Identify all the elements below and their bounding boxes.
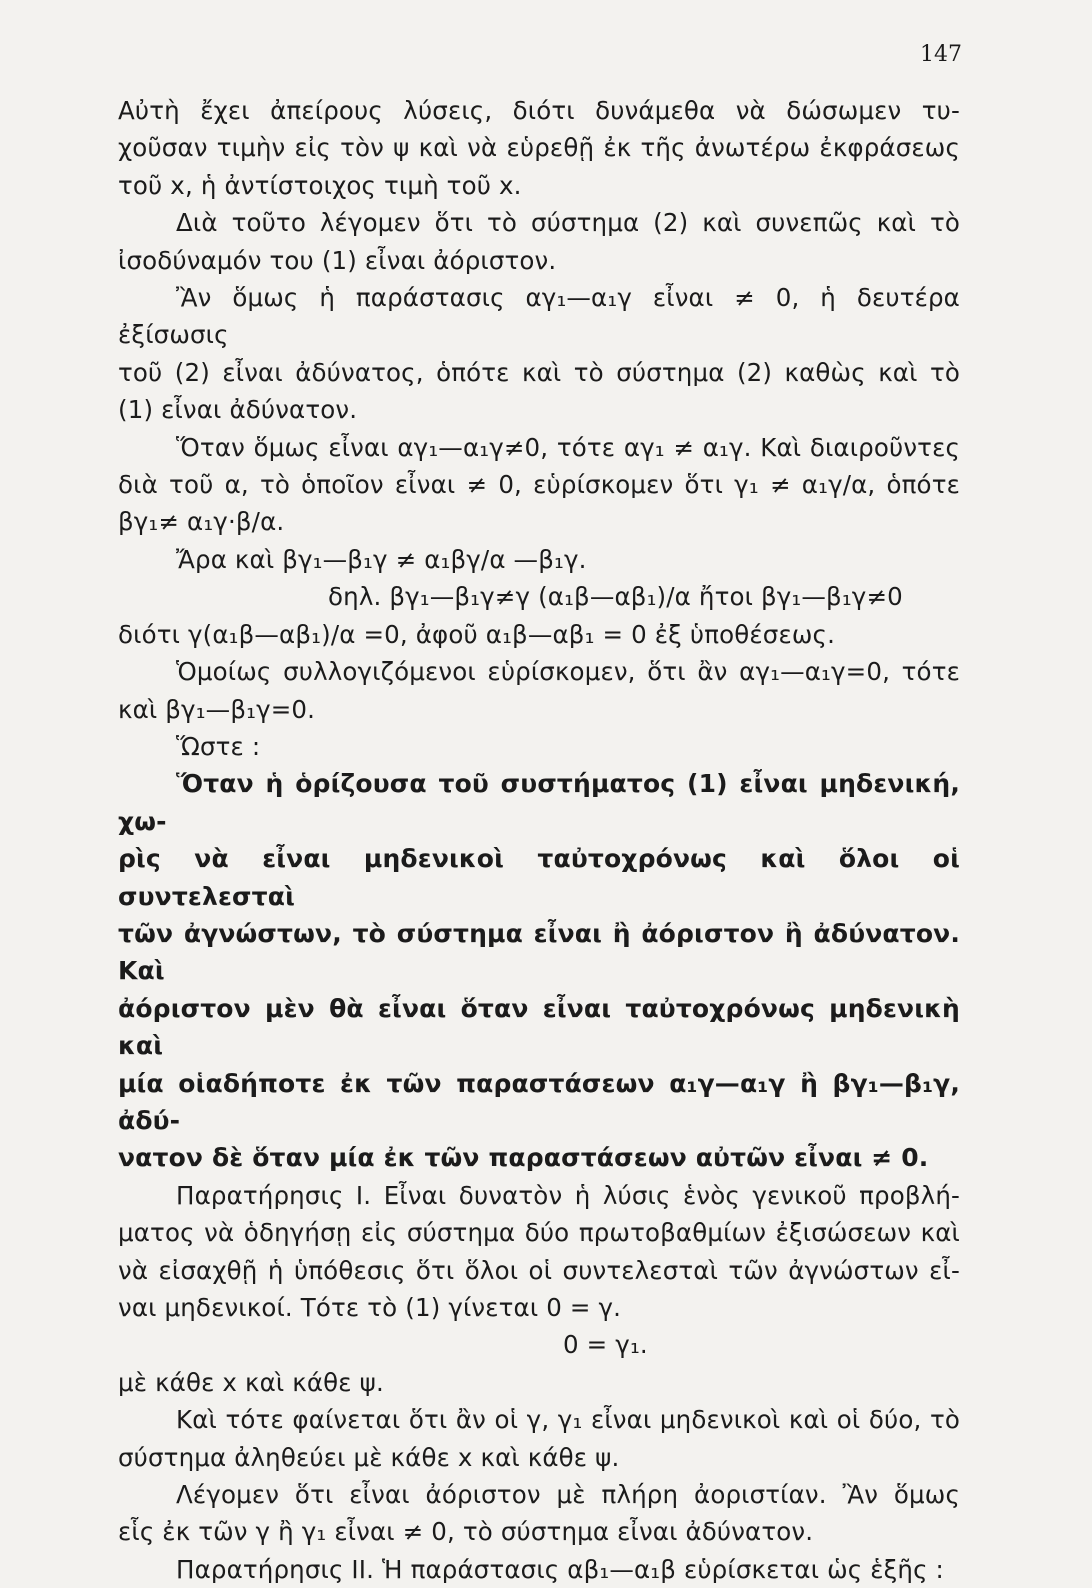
text-line: Παρατήρησις Ι. Εἶναι δυνατὸν ἡ λύσις ἑνὸς γενικοῦ προβλή- bbox=[176, 1180, 960, 1210]
text-line: διὰ τοῦ α, τὸ ὁποῖον εἶναι ≠ 0, εὑρίσκομεν ὅτι γ₁ ≠ α₁γ/α, ὁπότε bbox=[118, 470, 960, 500]
text-line: εἷς ἐκ τῶν γ ἢ γ₁ εἶναι ≠ 0, τὸ σύστημα εἶναι ἀδύνατον. bbox=[118, 1517, 814, 1547]
text-line: Παρατήρησις ΙΙ. Ἡ παράστασις αβ₁—α₁β εὑρίσκεται ὡς ἑξῆς : bbox=[176, 1554, 944, 1584]
text-line: δηλ. βγ₁—β₁γ≠γ (α₁β—αβ₁)/α ἤτοι βγ₁—β₁γ≠0 bbox=[328, 582, 903, 612]
text-line: χοῦσαν τιμὴν εἰς τὸν ψ καὶ νὰ εὑρεθῇ ἐκ τῆς ἀνωτέρω ἐκφράσεως bbox=[118, 133, 960, 163]
text-line: μία οἱαδήποτε ἐκ τῶν παραστάσεων α₁γ—α₁γ ἢ βγ₁—β₁γ, ἀδύ- bbox=[118, 1068, 960, 1135]
text-line: Διὰ τοῦτο λέγομεν ὅτι τὸ σύστημα (2) καὶ συνεπῶς καὶ τὸ bbox=[176, 208, 960, 238]
text-line: ναι μηδενικοί. Τότε τὸ (1) γίνεται 0 = γ. bbox=[118, 1293, 622, 1322]
text-line: Ὅταν ὅμως εἶναι αγ₁—α₁γ≠0, τότε αγ₁ ≠ α₁γ. Καὶ διαιροῦντες bbox=[176, 432, 960, 462]
text-line: Λέγομεν ὅτι εἶναι ἀόριστον μὲ πλήρη ἀοριστίαν. Ἂν ὅμως bbox=[176, 1480, 960, 1510]
text-line: Ἂν ὅμως ἡ παράστασις αγ₁—α₁γ εἶναι ≠ 0, ἡ δευτέρα ἐξίσωσις bbox=[118, 283, 960, 350]
text-line: τοῦ (2) εἶναι ἀδύνατος, ὁπότε καὶ τὸ σύστημα (2) καθὼς καὶ τὸ bbox=[118, 357, 960, 387]
text-line: (1) εἶναι ἀδύνατον. bbox=[118, 395, 358, 425]
text-line: Αὐτὴ ἔχει ἀπείρους λύσεις, διότι δυνάμεθα νὰ δώσωμεν τυ- bbox=[118, 96, 960, 125]
page-body bbox=[118, 92, 960, 1588]
text-line: σύστημα ἀληθεύει μὲ κάθε x καὶ κάθε ψ. bbox=[118, 1442, 620, 1472]
text-line: τοῦ x, ἡ ἀντίστοιχος τιμὴ τοῦ x. bbox=[118, 170, 522, 200]
text-line: νὰ εἰσαχθῇ ἡ ὑπόθεσις ὅτι ὅλοι οἱ συντελεσταὶ τῶν ἀγνώστων εἶ- bbox=[118, 1255, 960, 1285]
text-line: ματος νὰ ὁδηγήσῃ εἰς σύστημα δύο πρωτοβαθμίων ἐξισώσεων καὶ bbox=[118, 1218, 960, 1248]
text-line: ἀόριστον μὲν θὰ εἶναι ὅταν εἶναι ταὐτοχρόνως μηδενικὴ καὶ bbox=[118, 993, 960, 1061]
text-line: 0 = γ₁. bbox=[563, 1330, 648, 1360]
theorem-block bbox=[118, 765, 960, 1176]
text-line: Καὶ τότε φαίνεται ὅτι ἂν οἱ γ, γ₁ εἶναι μηδενικοὶ καὶ οἱ δύο, τὸ bbox=[176, 1405, 960, 1435]
text-line: διότι γ(α₁β—αβ₁)/α =0, ἀφοῦ α₁β—αβ₁ = 0 ἐξ ὑποθέσεως. bbox=[118, 619, 836, 649]
page-number: 147 bbox=[920, 42, 962, 67]
text-line: νατον δὲ ὅταν μία ἐκ τῶν παραστάσεων αὐτῶν εἶναι ≠ 0. bbox=[118, 1143, 929, 1173]
text-line: Ὥστε : bbox=[176, 731, 261, 761]
text-line: Ὁμοίως συλλογιζόμενοι εὑρίσκομεν, ὅτι ἂν αγ₁—α₁γ=0, τότε bbox=[176, 657, 960, 687]
text-line: μὲ κάθε x καὶ κάθε ψ. bbox=[118, 1367, 384, 1397]
text-line: ἰσοδύναμόν του (1) εἶναι ἀόριστον. bbox=[118, 245, 557, 275]
text-line: Ἄρα καὶ βγ₁—β₁γ ≠ α₁βγ/α —β₁γ. bbox=[176, 544, 587, 574]
text-line: βγ₁≠ α₁γ·β/α. bbox=[118, 507, 285, 537]
text-line: ρὶς νὰ εἶναι μηδενικοὶ ταὐτοχρόνως καὶ ὅλοι οἱ συντελεσταὶ bbox=[118, 844, 960, 911]
text-line: Ὅταν ἡ ὁρίζουσα τοῦ συστήματος (1) εἶναι μηδενική, χω- bbox=[118, 769, 960, 836]
text-line: καὶ βγ₁—β₁γ=0. bbox=[118, 694, 316, 724]
text-line: τῶν ἀγνώστων, τὸ σύστημα εἶναι ἢ ἀόριστον ἢ ἀδύνατον. Καὶ bbox=[118, 918, 960, 986]
